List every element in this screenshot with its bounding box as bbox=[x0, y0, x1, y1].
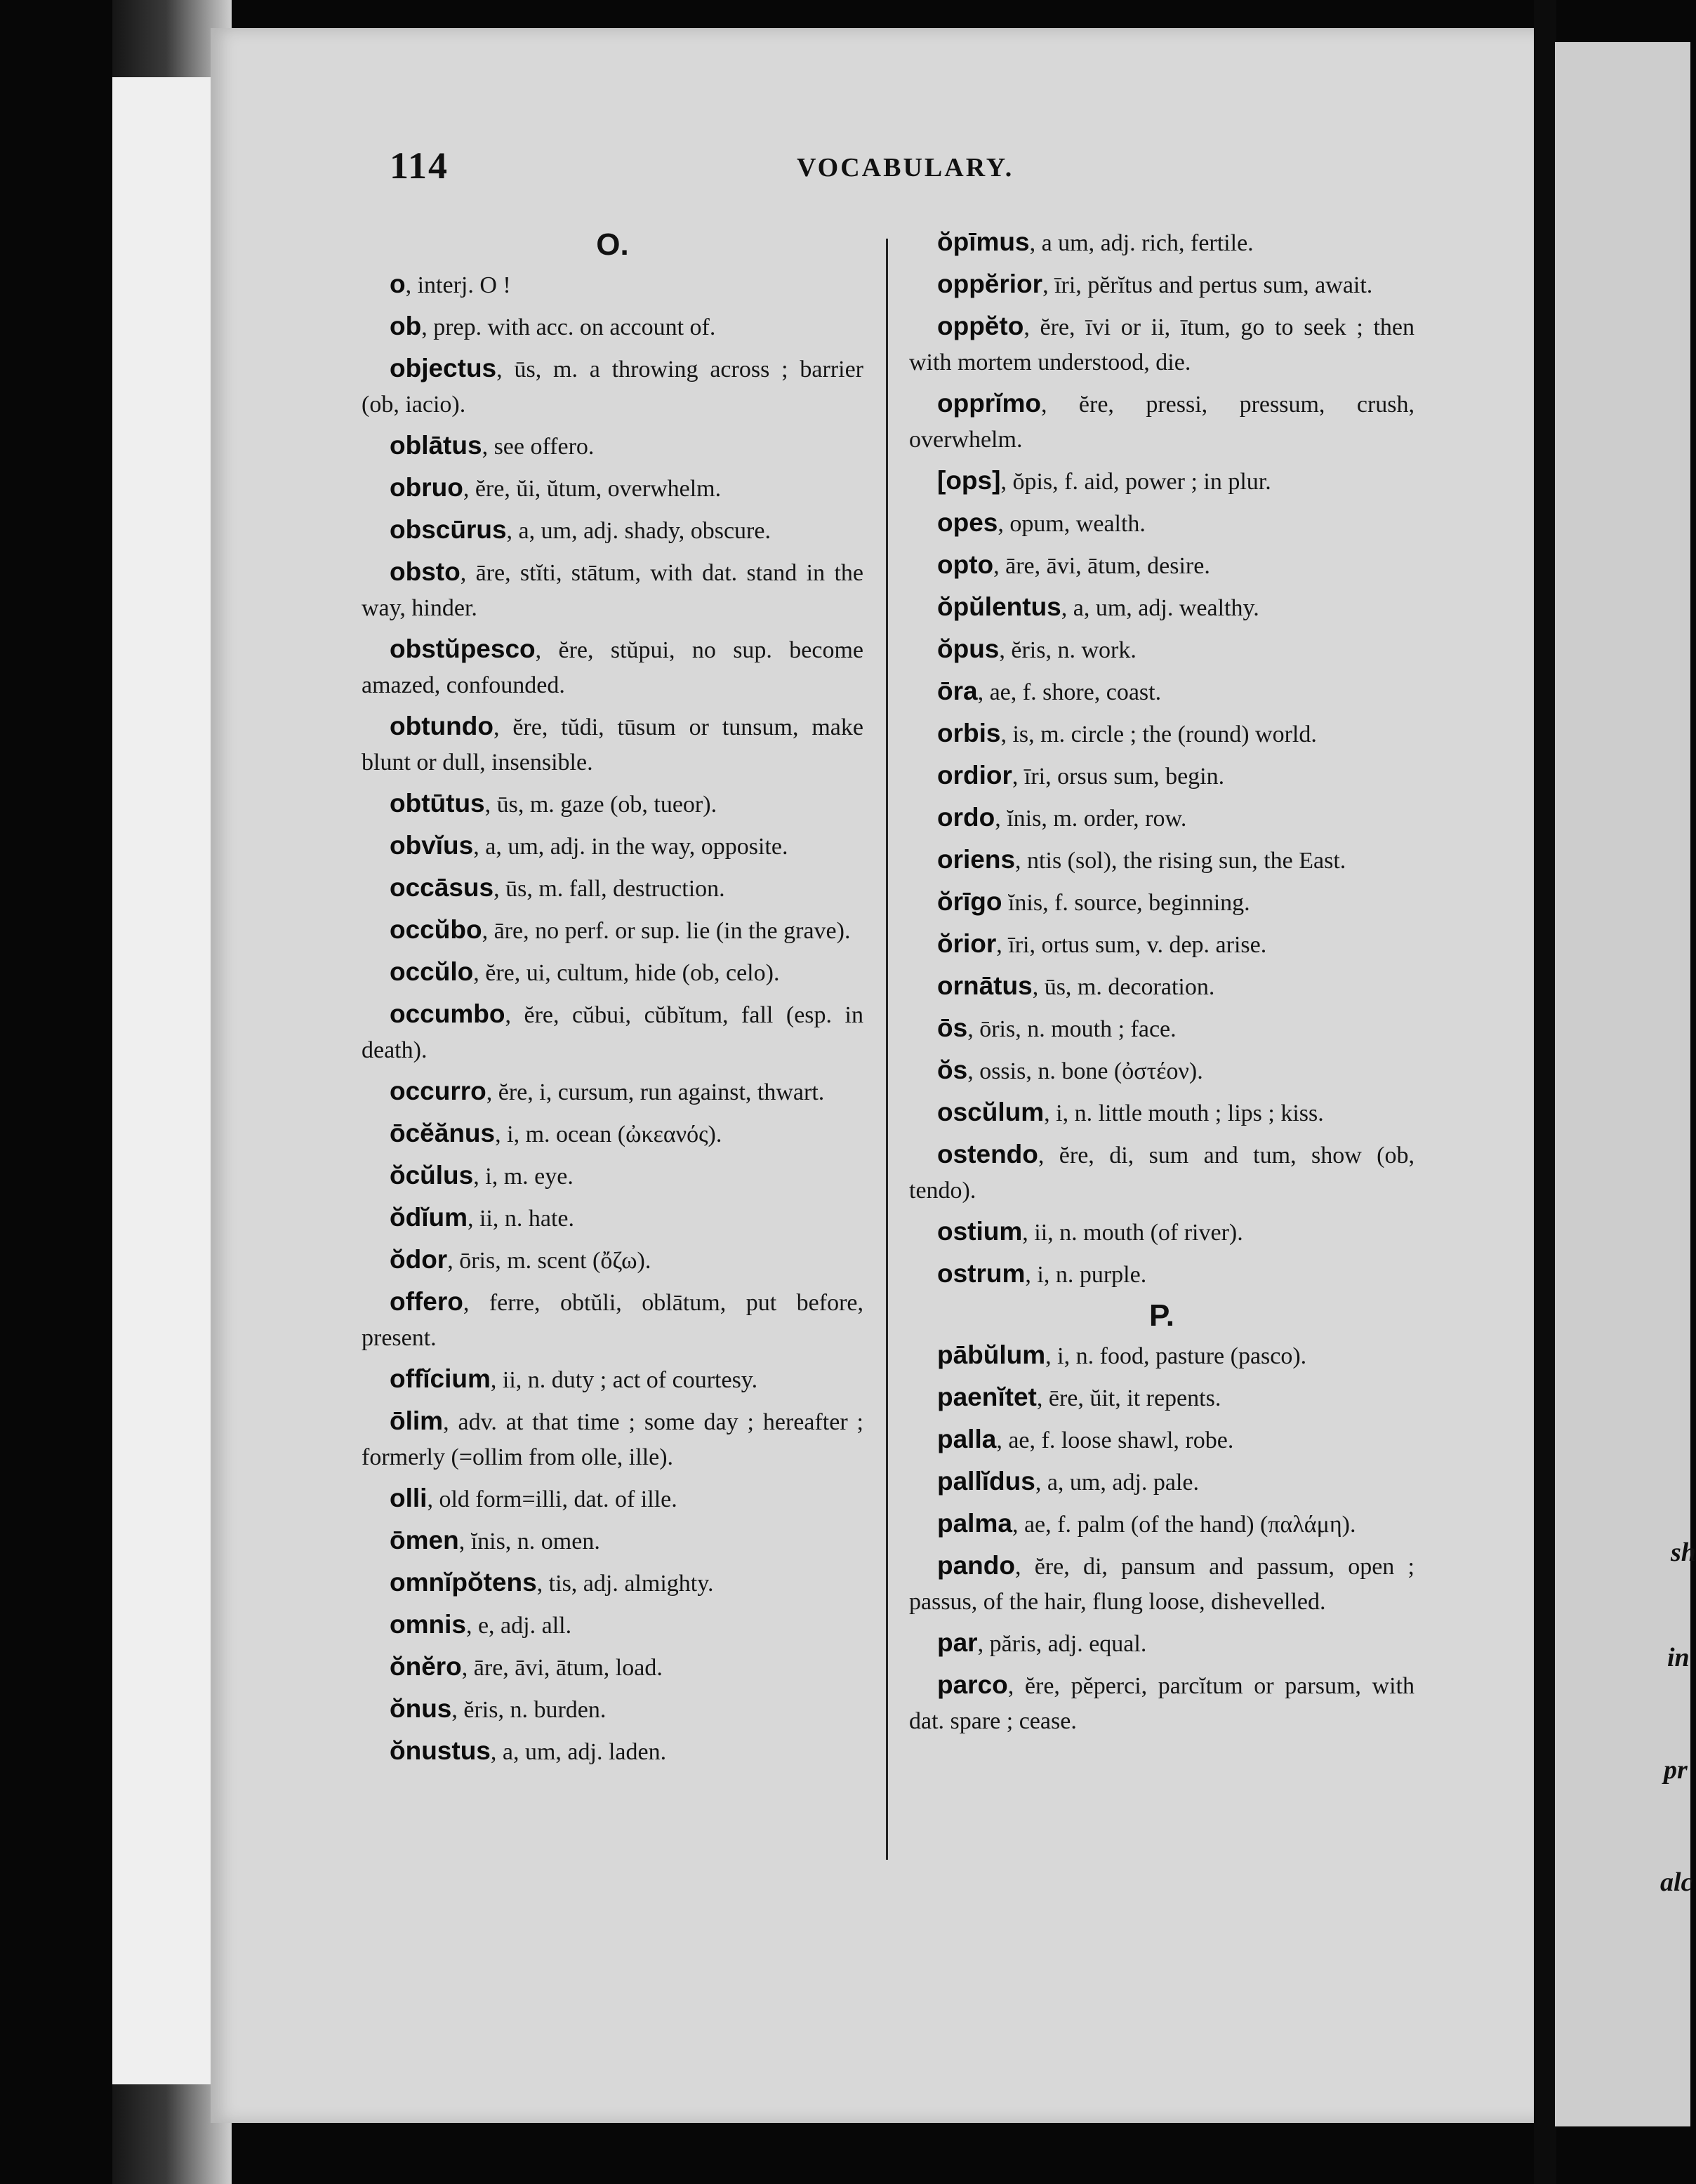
dictionary-entry bbox=[362, 786, 863, 823]
entry-headword: obvĭus bbox=[390, 831, 474, 860]
entry-headword: ŏnustus bbox=[390, 1736, 491, 1765]
entry-headword: [ops] bbox=[937, 466, 1001, 495]
entry-headword: obstŭpesco bbox=[390, 634, 536, 663]
entry-headword: ōs bbox=[937, 1013, 968, 1042]
next-page-fragment: alc bbox=[1660, 1867, 1693, 1897]
right-column bbox=[909, 225, 1415, 1745]
entry-definition: , a, um, adj. pale. bbox=[1035, 1470, 1200, 1496]
entry-headword: ōmen bbox=[390, 1526, 459, 1554]
entry-headword: occumbo bbox=[390, 999, 505, 1028]
entry-definition: , ĕre, ŭi, ŭtum, overwhelm. bbox=[463, 476, 722, 502]
entry-headword: ōcĕănus bbox=[390, 1119, 496, 1147]
dictionary-entry bbox=[909, 1667, 1415, 1739]
page-header bbox=[390, 144, 1386, 193]
entry-definition: , a, um, adj. shady, obscure. bbox=[506, 518, 771, 544]
dictionary-entry bbox=[362, 870, 863, 907]
entry-headword: ŏpus bbox=[937, 634, 1000, 663]
entry-headword: ŏpīmus bbox=[937, 227, 1030, 256]
dictionary-entry bbox=[362, 1404, 863, 1475]
entry-definition: , old form=illi, dat. of ille. bbox=[427, 1486, 677, 1512]
entry-headword: palla bbox=[937, 1425, 997, 1453]
entry-definition: , ĕre, ui, cultum, hide (ob, celo). bbox=[473, 960, 780, 986]
entry-definition: , ĭnis, m. order, row. bbox=[995, 806, 1187, 832]
dictionary-entry bbox=[362, 1565, 863, 1602]
dictionary-entry bbox=[909, 547, 1415, 584]
entry-definition: , ĕre, cŭbui, cŭbĭtum, fall (esp. in death). bbox=[362, 1002, 863, 1063]
entry-definition: , ĕre, i, cursum, run against, thwart. bbox=[486, 1079, 825, 1105]
entry-headword: ŏnĕro bbox=[390, 1652, 462, 1681]
dictionary-entry bbox=[362, 997, 863, 1068]
entry-headword: offĭcium bbox=[390, 1364, 491, 1393]
entry-definition: , i, m. eye. bbox=[473, 1164, 574, 1190]
section-letter-o: O. bbox=[596, 227, 629, 262]
entry-headword: obtundo bbox=[390, 712, 493, 740]
dictionary-entry bbox=[362, 1116, 863, 1152]
entry-definition: , ĕre, pĕperci, parcĭtum or parsum, with dat. spare ; cease. bbox=[909, 1673, 1415, 1734]
entry-definition: , ĕre, stŭpui, no sup. become amazed, confounded. bbox=[362, 637, 863, 698]
dictionary-entry bbox=[362, 1158, 863, 1194]
dictionary-entry bbox=[909, 1053, 1415, 1089]
entry-headword: occāsus bbox=[390, 873, 494, 902]
next-page-fragment: pr bbox=[1664, 1755, 1688, 1785]
entry-headword: ornātus bbox=[937, 971, 1033, 1000]
entry-headword: ostrum bbox=[937, 1259, 1026, 1288]
dictionary-entry bbox=[362, 1200, 863, 1237]
entry-headword: orbis bbox=[937, 719, 1001, 747]
entry-headword: ostendo bbox=[937, 1140, 1038, 1168]
entry-headword: omnĭpŏtens bbox=[390, 1568, 537, 1597]
entry-headword: omnis bbox=[390, 1610, 466, 1639]
right-entries-p bbox=[909, 1338, 1415, 1739]
entry-headword: ŏdor bbox=[390, 1245, 448, 1274]
entry-definition: , a, um, adj. in the way, opposite. bbox=[473, 834, 788, 860]
entry-headword: oppĕrior bbox=[937, 269, 1043, 298]
dictionary-entry bbox=[362, 554, 863, 626]
left-entries bbox=[362, 267, 863, 1770]
entry-headword: o bbox=[390, 269, 406, 298]
gutter bbox=[1534, 0, 1556, 2184]
dictionary-entry bbox=[362, 1649, 863, 1686]
entry-definition: , ĕris, n. burden. bbox=[451, 1697, 607, 1723]
entry-headword: ob bbox=[390, 312, 422, 340]
dictionary-entry bbox=[362, 309, 863, 345]
entry-definition: , īri, pĕrĭtus and pertus sum, await. bbox=[1042, 272, 1373, 298]
entry-definition: , a, um, adj. wealthy. bbox=[1061, 595, 1259, 621]
entry-definition: , ae, f. shore, coast. bbox=[977, 679, 1162, 705]
dictionary-entry bbox=[909, 1011, 1415, 1047]
entry-headword: opto bbox=[937, 550, 994, 579]
entry-definition: , păris, adj. equal. bbox=[977, 1631, 1147, 1657]
entry-definition: , ĕre, pressi, pressum, crush, overwhelm. bbox=[909, 392, 1415, 453]
right-entries-o bbox=[909, 225, 1415, 1293]
entry-definition: ĭnis, f. source, beginning. bbox=[1002, 890, 1250, 916]
dictionary-entry bbox=[909, 716, 1415, 752]
dictionary-entry bbox=[909, 1338, 1415, 1374]
entry-definition: , ōris, m. scent (ὄζω). bbox=[447, 1248, 651, 1274]
dictionary-entry bbox=[909, 590, 1415, 626]
dictionary-entry bbox=[909, 674, 1415, 710]
section-letter-p: P. bbox=[1149, 1298, 1174, 1333]
entry-definition: , ii, n. hate. bbox=[467, 1206, 575, 1232]
dictionary-entry bbox=[909, 842, 1415, 879]
dictionary-entry bbox=[362, 632, 863, 703]
entry-definition: , i, m. ocean (ὠκεανός). bbox=[495, 1121, 722, 1147]
entry-headword: obruo bbox=[390, 473, 463, 502]
dictionary-entry bbox=[362, 1733, 863, 1770]
entry-definition: , āre, āvi, ātum, desire. bbox=[993, 553, 1210, 579]
dictionary-entry bbox=[909, 1625, 1415, 1662]
dictionary-entry bbox=[909, 309, 1415, 380]
left-column bbox=[362, 225, 863, 1776]
dictionary-entry bbox=[362, 1607, 863, 1644]
dictionary-entry bbox=[362, 828, 863, 865]
dictionary-entry bbox=[909, 386, 1415, 458]
dictionary-entry bbox=[362, 1481, 863, 1517]
dictionary-entry bbox=[362, 1074, 863, 1110]
entry-definition: , āre, no perf. or sup. lie (in the grave). bbox=[482, 918, 851, 944]
entry-headword: obscūrus bbox=[390, 515, 507, 544]
next-page-fragment: in bbox=[1667, 1643, 1690, 1672]
dictionary-entry bbox=[909, 632, 1415, 668]
entry-definition: , āre, stĭti, stātum, with dat. stand in the way, hinder. bbox=[362, 560, 863, 621]
entry-definition: , prep. with acc. on account of. bbox=[421, 314, 716, 340]
entry-definition: , ĭnis, n. omen. bbox=[458, 1529, 600, 1554]
entry-headword: ŏs bbox=[937, 1056, 968, 1084]
next-page bbox=[1555, 42, 1696, 2126]
entry-definition: , ūs, m. gaze (ob, tueor). bbox=[484, 792, 717, 818]
entry-headword: obsto bbox=[390, 557, 461, 586]
next-page-fragment: sh bbox=[1671, 1538, 1696, 1567]
dictionary-entry bbox=[909, 1214, 1415, 1251]
entry-definition: , ae, f. loose shawl, robe. bbox=[996, 1427, 1234, 1453]
entry-definition: , ĕre, īvi or ii, ītum, go to seek ; then with mortem understood, die. bbox=[909, 314, 1415, 375]
dictionary-entry bbox=[909, 267, 1415, 303]
entry-headword: opprĭmo bbox=[937, 389, 1041, 418]
entry-definition: , ūs, m. fall, destruction. bbox=[493, 876, 725, 902]
entry-headword: ŏrīgo bbox=[937, 887, 1002, 916]
entry-definition: , is, m. circle ; the (round) world. bbox=[1000, 721, 1317, 747]
dictionary-entry bbox=[362, 1284, 863, 1356]
dictionary-entry bbox=[909, 1422, 1415, 1458]
entry-headword: ŏrior bbox=[937, 929, 997, 958]
entry-headword: objectus bbox=[390, 354, 497, 382]
dictionary-entry bbox=[362, 428, 863, 465]
dictionary-entry bbox=[362, 912, 863, 949]
entry-headword: obtūtus bbox=[390, 789, 485, 818]
entry-definition: , ĕre, di, pansum and passum, open ; passus, of the hair, flung loose, dishevelled. bbox=[909, 1554, 1415, 1615]
entry-definition: , i, n. little mouth ; lips ; kiss. bbox=[1044, 1100, 1324, 1126]
dictionary-entry bbox=[362, 470, 863, 507]
entry-definition: , i, n. purple. bbox=[1025, 1262, 1147, 1288]
dictionary-entry bbox=[362, 512, 863, 549]
dictionary-entry bbox=[362, 351, 863, 422]
entry-headword: opes bbox=[937, 508, 998, 537]
entry-definition: , a, um, adj. laden. bbox=[490, 1739, 667, 1765]
entry-headword: pābŭlum bbox=[937, 1340, 1046, 1369]
dictionary-entry bbox=[909, 884, 1415, 921]
entry-definition: , ĕre, di, sum and tum, show (ob, tendo). bbox=[909, 1143, 1415, 1204]
entry-definition: , i, n. food, pasture (pasco). bbox=[1045, 1343, 1307, 1369]
running-title: VOCABULARY. bbox=[797, 153, 1014, 182]
entry-headword: occurro bbox=[390, 1077, 486, 1105]
entry-headword: ostium bbox=[937, 1217, 1023, 1246]
entry-definition: , opum, wealth. bbox=[998, 511, 1146, 537]
entry-headword: paenĭtet bbox=[937, 1383, 1037, 1411]
dictionary-entry bbox=[362, 954, 863, 991]
dictionary-entry bbox=[909, 225, 1415, 261]
entry-definition: , ferre, obtŭli, oblātum, put before, present. bbox=[362, 1290, 863, 1351]
entry-headword: oblātus bbox=[390, 431, 482, 460]
entry-definition: , a um, adj. rich, fertile. bbox=[1029, 230, 1254, 256]
page-number: 114 bbox=[390, 145, 449, 187]
dictionary-entry bbox=[362, 267, 863, 303]
entry-headword: olli bbox=[390, 1484, 428, 1512]
entry-headword: ŏdĭum bbox=[390, 1203, 468, 1232]
entry-headword: ŏcŭlus bbox=[390, 1161, 474, 1190]
entry-headword: offero bbox=[390, 1287, 463, 1316]
entry-definition: , ae, f. palm (of the hand) (παλάμη). bbox=[1012, 1512, 1356, 1538]
entry-definition: , tis, adj. almighty. bbox=[536, 1571, 714, 1597]
dictionary-entry bbox=[909, 1548, 1415, 1620]
dictionary-entry bbox=[362, 709, 863, 780]
dictionary-entry bbox=[362, 1523, 863, 1559]
dictionary-entry bbox=[909, 1380, 1415, 1416]
entry-definition: , adv. at that time ; some day ; hereafter ; formerly (=ollim from olle, ille). bbox=[362, 1409, 863, 1470]
entry-definition: , e, adj. all. bbox=[465, 1613, 572, 1639]
entry-headword: palma bbox=[937, 1509, 1012, 1538]
entry-definition: , ēre, ŭit, it repents. bbox=[1036, 1385, 1221, 1411]
dictionary-entry bbox=[909, 505, 1415, 542]
dictionary-entry bbox=[909, 1506, 1415, 1543]
dictionary-entry bbox=[362, 1242, 863, 1279]
column-divider bbox=[886, 239, 888, 1860]
dictionary-entry bbox=[909, 758, 1415, 794]
entry-headword: oppĕto bbox=[937, 312, 1024, 340]
entry-headword: ōlim bbox=[390, 1406, 444, 1435]
dictionary-entry bbox=[909, 968, 1415, 1005]
dictionary-entry bbox=[909, 800, 1415, 837]
entry-headword: ŏnus bbox=[390, 1694, 452, 1723]
entry-definition: , ūs, m. decoration. bbox=[1032, 974, 1215, 1000]
entry-headword: oscŭlum bbox=[937, 1098, 1045, 1126]
dictionary-entry bbox=[909, 1464, 1415, 1500]
entry-headword: ŏpŭlentus bbox=[937, 592, 1061, 621]
dictionary-entry bbox=[909, 1095, 1415, 1131]
entry-definition: , īri, orsus sum, begin. bbox=[1012, 764, 1225, 790]
entry-definition: , ŏpis, f. aid, power ; in plur. bbox=[1000, 469, 1271, 495]
dictionary-entry bbox=[909, 926, 1415, 963]
entry-definition: , īri, ortus sum, v. dep. arise. bbox=[996, 932, 1267, 958]
entry-definition: , ĕris, n. work. bbox=[999, 637, 1137, 663]
page-edge bbox=[112, 77, 220, 2084]
entry-definition: , ii, n. mouth (of river). bbox=[1022, 1220, 1243, 1246]
entry-headword: pando bbox=[937, 1551, 1015, 1580]
dictionary-entry bbox=[909, 1256, 1415, 1293]
entry-definition: , āre, āvi, ātum, load. bbox=[461, 1655, 663, 1681]
entry-definition: , ūs, m. a throwing across ; barrier (ob, iacio). bbox=[362, 357, 863, 418]
entry-definition: , ii, n. duty ; act of courtesy. bbox=[490, 1367, 758, 1393]
entry-definition: , ōris, n. mouth ; face. bbox=[967, 1016, 1177, 1042]
dictionary-entry bbox=[909, 463, 1415, 500]
entry-definition: , ntis (sol), the rising sun, the East. bbox=[1015, 848, 1346, 874]
entry-headword: ordior bbox=[937, 761, 1012, 790]
entry-headword: ordo bbox=[937, 803, 995, 832]
entry-headword: oriens bbox=[937, 845, 1016, 874]
entry-headword: occŭbo bbox=[390, 915, 482, 944]
dictionary-entry bbox=[909, 1137, 1415, 1208]
entry-headword: par bbox=[937, 1628, 978, 1657]
dictionary-entry bbox=[362, 1361, 863, 1398]
entry-headword: parco bbox=[937, 1670, 1008, 1699]
entry-definition: , ossis, n. bone (ὀστέον). bbox=[967, 1058, 1203, 1084]
entry-headword: pallĭdus bbox=[937, 1467, 1035, 1496]
entry-headword: ōra bbox=[937, 677, 978, 705]
dictionary-entry bbox=[362, 1691, 863, 1728]
entry-headword: occŭlo bbox=[390, 957, 474, 986]
entry-definition: , see offero. bbox=[482, 434, 595, 460]
entry-definition: , interj. O ! bbox=[405, 272, 511, 298]
entry-definition: , ĕre, tŭdi, tūsum or tunsum, make blunt or dull, insensible. bbox=[362, 714, 863, 775]
